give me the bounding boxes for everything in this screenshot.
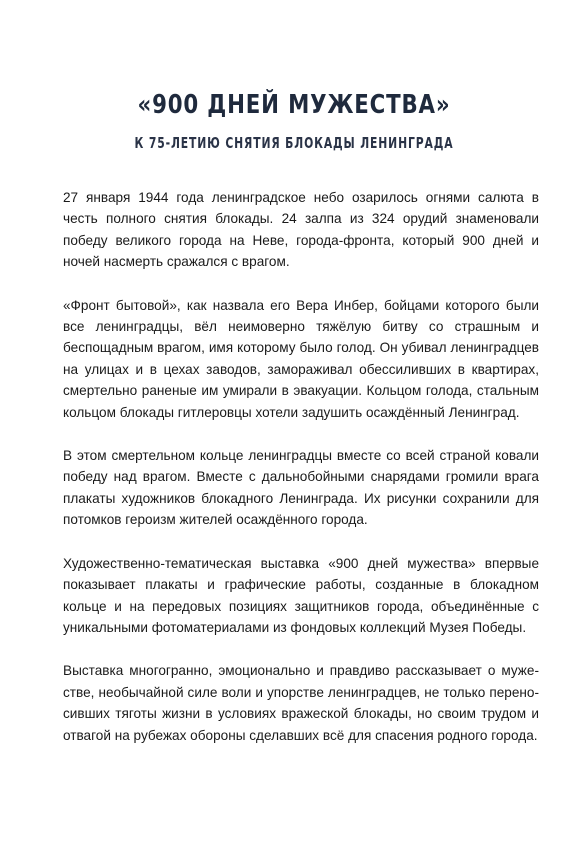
page-subtitle: К 75-ЛЕТИЮ СНЯТИЯ БЛОКАДЫ ЛЕНИНГРАДА — [134, 134, 454, 152]
paragraph: Художественно-тематическая выставка «900 дней мужества» впервые показывает плакаты и графические работы, созданные в блокадном кольце и на передовых позициях защитников города, объединённые с уникальными фотоматериалами из фондовых коллекций Музея Победы. — [63, 555, 539, 635]
paragraph: «Фронт бытовой», как назвала его Вера Инбер, бойцами которого были все ленинградцы, вёл неимоверно тяжёлую битву со страшным и беспощадным врагом, имя которому было голод. Он убивал ленинградцев на улицах и в цехах заводов, замораживал обессиливших в квартирах, смертельно раненые им умирали в эвакуации. Кольцом голода, стальным кольцом блокады гитлеровцы хотели задушить осаждённый Ленинград. — [63, 297, 539, 420]
page-title: «900 ДНЕЙ МУЖЕСТВА» — [137, 90, 451, 120]
paragraph: Выставка многогранно, эмоционально и правдиво рассказывает о мужестве, необычайной силе воли и упорстве ленинградцев, не только переносивших тяготы жизни в условиях вражеской блокады, но своим трудом и отвагой на рубежах обороны сделавших всё для спасения родного города. — [63, 663, 539, 743]
paragraph: В этом смертельном кольце ленинградцы вместе со всей страной ковали победу над врагом. Вместе с дальнобойными снарядами громили врага плакаты художников блокадного Ленинграда. Их рисунки сохранили для потомков героизм жителей осаждённого города. — [63, 448, 539, 528]
paragraph: 27 января 1944 года ленинградское небо озарилось огнями салюта в честь полного снятия блокады. 24 залпа из 324 орудий знаменовали победу великого города на Неве, города-фронта, который 900 дней и ночей насмерть сражался с врагом. — [63, 190, 539, 270]
body-text — [63, 187, 539, 768]
